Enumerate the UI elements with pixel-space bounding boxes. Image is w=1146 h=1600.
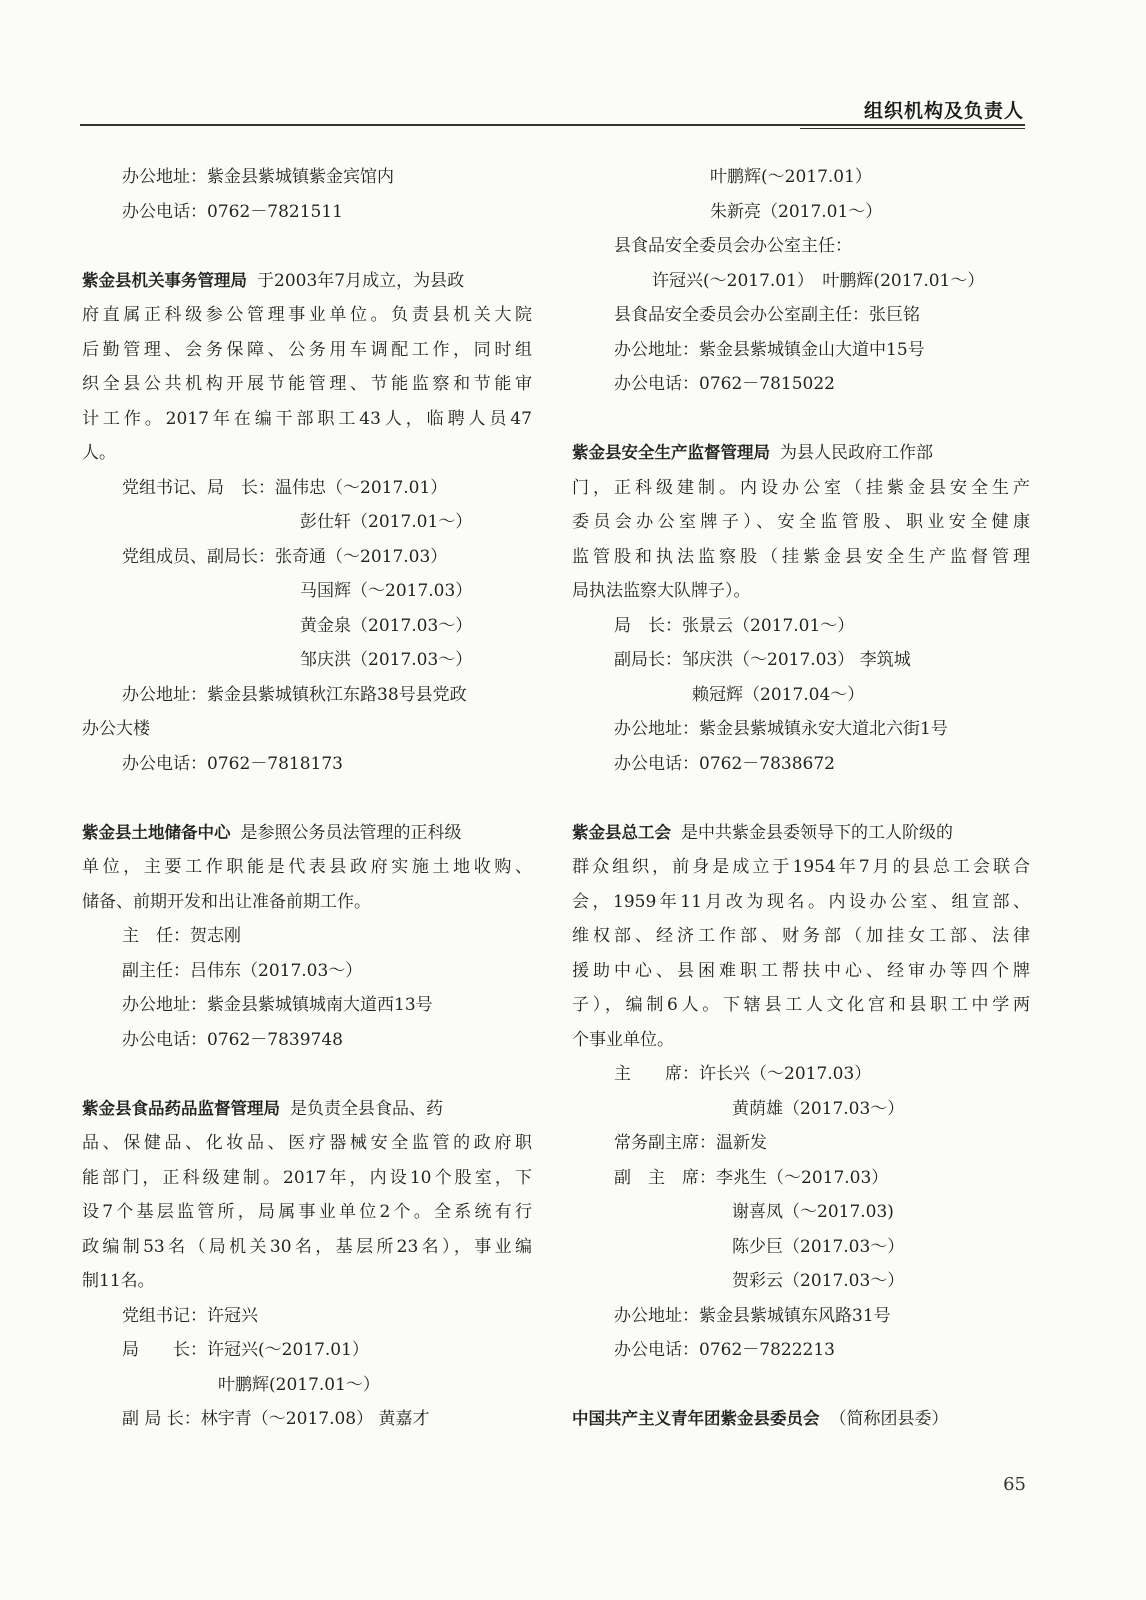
text-line: 储备、前期开发和出让准备前期工作。	[82, 891, 371, 912]
leader-line: 黄金泉（2017.03～）	[300, 615, 473, 636]
leader-line: 党组书记、局 长：温伟忠（～2017.01）	[122, 477, 448, 498]
leader-line: 县食品安全委员会办公室副主任：张巨铭	[614, 305, 920, 325]
text-line: 委员会办公室牌子）、安全监管股、职业安全健康	[572, 512, 1030, 532]
text-line: 单位，主要工作职能是代表县政府实施土地收购、	[82, 857, 532, 877]
leader-line: 党组书记：许冠兴	[122, 1305, 258, 1326]
spacer	[82, 781, 532, 816]
org-name: 紫金县安全生产监督管理局	[572, 443, 770, 462]
entry-title-line	[82, 264, 532, 299]
text-run: 是参照公务员法管理的正科级	[240, 822, 462, 843]
spacer	[82, 229, 532, 264]
left-column	[82, 160, 532, 1437]
leader-line: 主 席：许长兴（～2017.03）	[614, 1064, 872, 1084]
text-line: 府直属正科级参公管理事业单位。负责县机关大院	[82, 305, 532, 325]
text-line: 人。	[82, 443, 116, 463]
entry-title-line	[572, 816, 1030, 851]
leader-line: 党组成员、副局长：张奇通（～2017.03）	[122, 546, 448, 567]
text-line: 办公电话：0762－7822213	[614, 1340, 835, 1360]
leader-line: 副 局 长：林宇青（～2017.08） 黄嘉才	[122, 1409, 430, 1429]
text-line: 门，正科级建制。内设办公室（挂紫金县安全生产	[572, 477, 1030, 498]
right-column	[572, 160, 1030, 1437]
text-line: 会，1959年11月改为现名。内设办公室、组宣部、	[572, 891, 1030, 912]
leader-line: 县食品安全委员会办公室主任：	[614, 236, 852, 256]
org-name: 中国共产主义青年团紫金县委员会	[572, 1409, 820, 1428]
header-rule	[80, 124, 1025, 126]
leader-line: 局 长：张景云（2017.01～）	[614, 615, 855, 636]
text-line: 设7个基层监管所，局属事业单位2个。全系统有行	[82, 1202, 532, 1222]
leader-line: 贺彩云（2017.03～）	[732, 1271, 905, 1291]
text-line: 政编制53名（局机关30名，基层所23名），事业编	[82, 1236, 532, 1257]
text-line: 办公地址：紫金县紫城镇秋江东路38号县党政	[122, 684, 467, 705]
org-name: 紫金县总工会	[572, 822, 671, 842]
text-line: 织全县公共机构开展节能管理、节能监察和节能审	[82, 374, 532, 394]
leader-line: 谢喜凤（～2017.03)	[732, 1202, 894, 1222]
text-line: 计工作。2017年在编干部职工43人，临聘人员47	[82, 408, 532, 429]
leader-line: 陈少巨（2017.03～）	[732, 1236, 905, 1257]
page-number: 65	[1003, 1474, 1026, 1495]
leader-line: 主 任：贺志刚	[122, 926, 241, 946]
text-line: 办公电话：0762－7815022	[614, 374, 835, 394]
text-run: 于2003年7月成立，为县政	[257, 270, 465, 291]
text-line: 监管股和执法监察股（挂紫金县安全生产监督管理	[572, 546, 1030, 567]
leader-line: 赖冠辉（2017.04～）	[692, 684, 865, 705]
text-line: 办公大楼	[82, 719, 150, 739]
text-line: 办公地址：紫金县紫城镇东风路31号	[614, 1305, 891, 1326]
entry-title-line	[82, 816, 532, 851]
header-rule-secondary	[800, 128, 1025, 129]
leader-line: 副 主 席：李兆生（～2017.03）	[614, 1167, 889, 1188]
org-name: 紫金县食品药品监督管理局	[82, 1098, 280, 1118]
entry-title-line	[572, 1402, 1030, 1437]
leader-line: 叶鹏辉(2017.01～）	[218, 1374, 380, 1395]
text-run: 是中共紫金县委领导下的工人阶级的	[681, 822, 953, 843]
text-line: 制11名。	[82, 1271, 155, 1291]
leader-line: 朱新亮（2017.01～）	[710, 201, 883, 222]
text-run: 是负责全县食品、药	[290, 1098, 443, 1119]
spacer	[572, 1368, 1030, 1403]
text-line: 援助中心、县困难职工帮扶中心、经审办等四个牌	[572, 960, 1030, 981]
text-line: 办公地址：紫金县紫城镇城南大道西13号	[122, 995, 433, 1015]
leader-line: 许冠兴(～2017.01） 叶鹏辉(2017.01～）	[652, 270, 985, 291]
leader-line: 局 长：许冠兴(～2017.01）	[122, 1340, 369, 1360]
leader-line: 彭仕轩（2017.01～）	[300, 512, 473, 532]
running-header-title: 组织机构及负责人	[863, 100, 1024, 122]
text-line: 品、保健品、化妆品、医疗器械安全监管的政府职	[82, 1133, 532, 1153]
entry-title-line	[572, 436, 1030, 471]
leader-line: 邹庆洪（2017.03～）	[300, 650, 473, 670]
text-run: （简称团县委）	[829, 1409, 949, 1429]
text-line: 维权部、经济工作部、财务部（加挂女工部、法律	[572, 926, 1030, 946]
text-line: 办公电话：0762－7818173	[122, 753, 343, 774]
org-name: 紫金县机关事务管理局	[82, 270, 247, 290]
leader-line: 常务副主席：温新发	[614, 1133, 767, 1153]
text-line: 办公地址：紫金县紫城镇金山大道中15号	[614, 339, 925, 360]
text-line: 局执法监察大队牌子）。	[572, 581, 751, 601]
spacer	[572, 402, 1030, 437]
text-line: 办公地址：紫金县紫城镇紫金宾馆内	[122, 167, 394, 187]
text-line: 办公电话：0762－7838672	[614, 753, 835, 774]
leader-line: 马国辉（～2017.03）	[300, 581, 473, 601]
text-line: 能部门，正科级建制。2017年，内设10个股室，下	[82, 1167, 532, 1188]
text-line: 后勤管理、会务保障、公务用车调配工作，同时组	[82, 339, 532, 360]
spacer	[572, 781, 1030, 816]
leader-line: 副局长：邹庆洪（～2017.03） 李筑城	[614, 650, 911, 670]
text-run: 为县人民政府工作部	[780, 443, 933, 463]
leader-line: 副主任：吕伟东（2017.03～）	[122, 960, 363, 981]
org-name: 紫金县土地储备中心	[82, 822, 231, 842]
text-line: 个事业单位。	[572, 1029, 674, 1050]
leader-line: 叶鹏辉(～2017.01）	[710, 167, 872, 187]
text-line: 办公电话：0762－7821511	[122, 201, 343, 222]
leader-line: 黄荫雄（2017.03～）	[732, 1098, 905, 1119]
text-line: 群众组织，前身是成立于1954年7月的县总工会联合	[572, 857, 1030, 877]
text-line: 子），编制6人。下辖县工人文化宫和县职工中学两	[572, 995, 1030, 1015]
spacer	[82, 1057, 532, 1092]
entry-title-line	[82, 1092, 532, 1127]
text-line: 办公地址：紫金县紫城镇永安大道北六街1号	[614, 719, 948, 739]
text-line: 办公电话：0762－7839748	[122, 1029, 343, 1050]
